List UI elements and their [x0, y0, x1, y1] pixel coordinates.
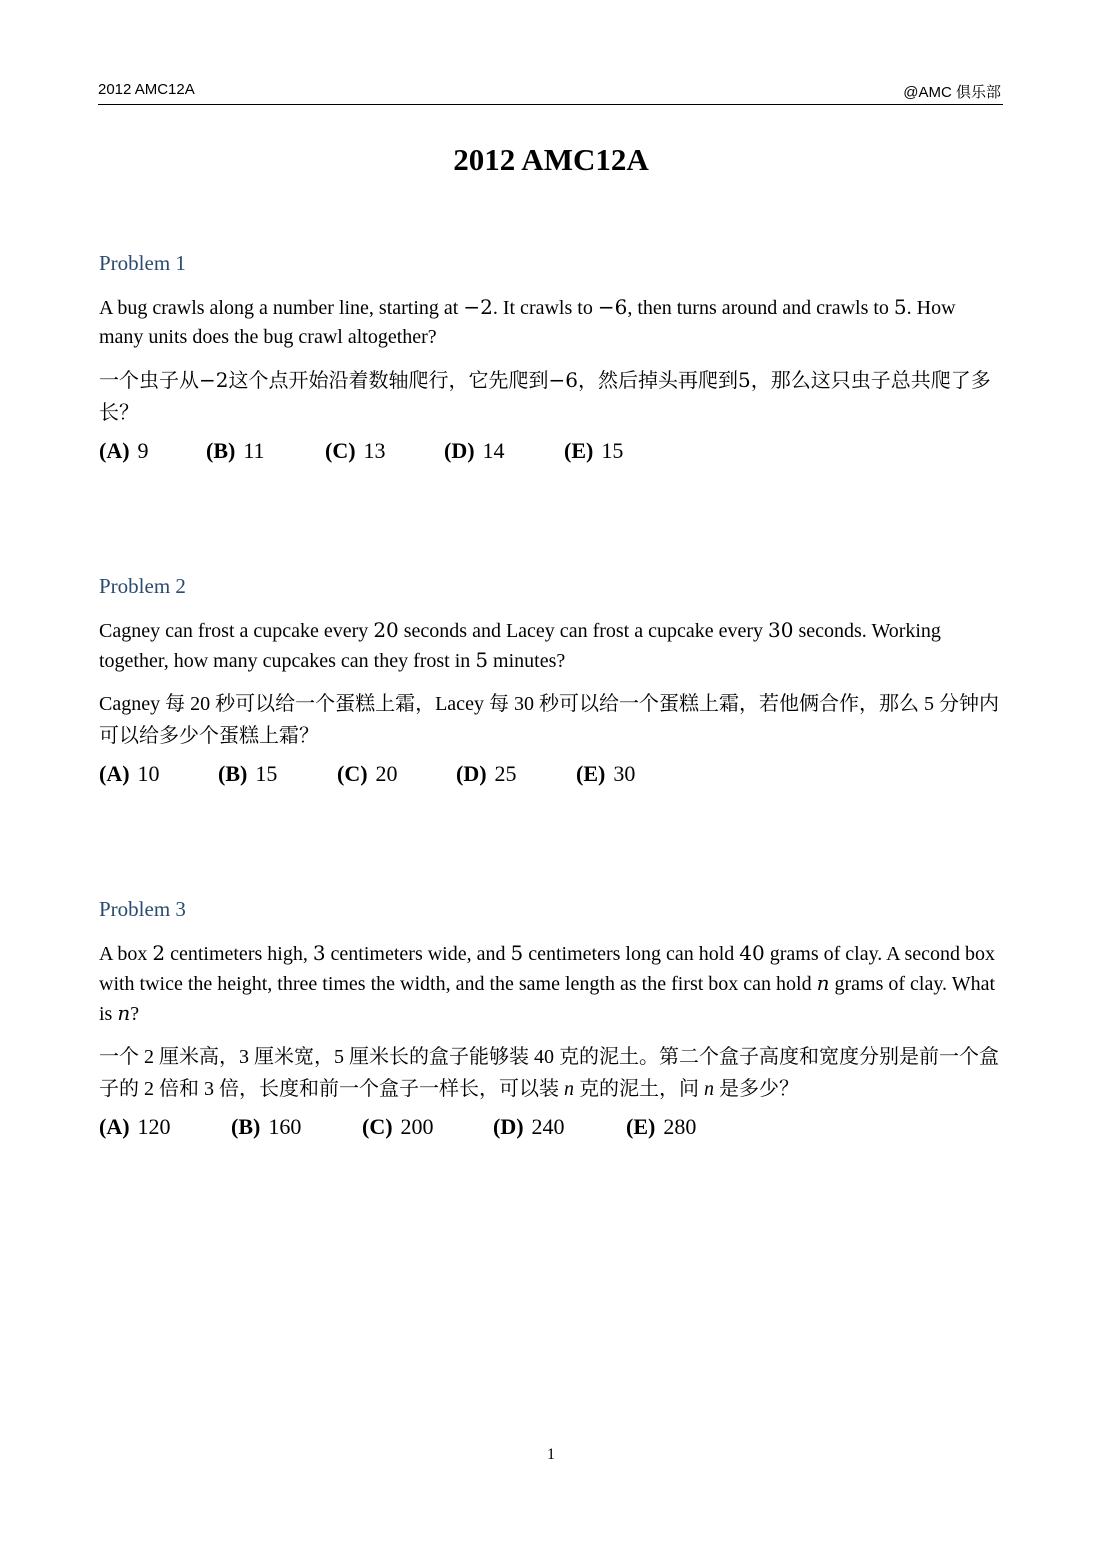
math-value: 2	[152, 941, 166, 965]
math-variable: n	[564, 1078, 574, 1100]
math-value: 5	[737, 368, 751, 392]
choice-e: (E) 30	[576, 761, 636, 786]
choice-e: (E) 280	[626, 1114, 697, 1139]
problem-statement-zh: Cagney 每 20 秒可以给一个蛋糕上霜，Lacey 每 30 秒可以给一个蛋糕上霜，若他俩合作，那么 5 分钟内可以给多少个蛋糕上霜？	[99, 693, 999, 747]
answer-choices	[99, 435, 1004, 467]
choice-a: (A) 10	[99, 761, 160, 786]
page-number: 1	[547, 1446, 555, 1463]
choice-c: (C) 20	[337, 761, 398, 786]
problem-1	[99, 251, 1004, 467]
choice-c: (C) 200	[362, 1114, 434, 1139]
math-value: 5	[893, 295, 907, 319]
problem-heading: Problem 2	[99, 574, 186, 598]
choice-e: (E) 15	[564, 438, 624, 463]
choice-a: (A) 120	[99, 1114, 171, 1139]
answer-choices	[99, 758, 1004, 790]
answer-choices	[99, 1111, 1004, 1143]
choice-d: (D) 14	[444, 438, 505, 463]
math-value: −6	[548, 368, 578, 392]
problem-2	[99, 574, 1004, 790]
problem-statement-en: A bug crawls along a number line, starting at −2. It crawls to −6, then turns around and crawls to 5. How many units does the bug crawl altogether?	[99, 295, 956, 348]
choice-b: (B) 160	[231, 1114, 302, 1139]
problem-statement-zh: 一个 2 厘米高，3 厘米宽，5 厘米长的盒子能够装 40 克的泥土。第二个盒子高度和宽度分别是前一个盒子的 2 倍和 3 倍，长度和前一个盒子一样长，可以装 n 克的泥土，问 n 是多少？	[99, 1046, 999, 1100]
problem-heading: Problem 3	[99, 897, 186, 921]
math-value: −2	[199, 368, 229, 392]
choice-c: (C) 13	[325, 438, 386, 463]
math-value: −6	[597, 295, 628, 319]
math-value: 5	[475, 648, 489, 672]
math-value: 40	[739, 941, 765, 965]
math-value: 20	[373, 618, 399, 642]
running-header	[98, 80, 1003, 105]
choice-a: (A) 9	[99, 438, 149, 463]
math-value: 5	[510, 941, 524, 965]
choice-b: (B) 11	[206, 438, 265, 463]
choice-d: (D) 240	[493, 1114, 565, 1139]
math-value: 3	[312, 941, 326, 965]
document-title: 2012 AMC12A	[453, 142, 649, 177]
math-variable: n	[704, 1078, 714, 1100]
problem-heading: Problem 1	[99, 251, 186, 275]
math-variable: n	[117, 1001, 131, 1025]
choice-d: (D) 25	[456, 761, 517, 786]
choice-b: (B) 15	[218, 761, 278, 786]
problem-statement-en: A box 2 centimeters high, 3 centimeters wide, and 5 centimeters long can hold 40 grams of clay. A second box with twice the height, three times the width, and the same length as the first box can hold n grams of clay. What is n?	[99, 941, 996, 1025]
math-value: −2	[463, 295, 493, 319]
problem-statement-en: Cagney can frost a cupcake every 20 seconds and Lacey can frost a cupcake every 30 seconds. Working together, how many cupcakes can they frost in 5 minutes?	[99, 618, 941, 672]
math-variable: n	[816, 971, 830, 995]
problem-3	[99, 897, 1004, 1143]
problem-statement-zh: 一个虫子从−2这个点开始沿着数轴爬行，它先爬到−6，然后掉头再爬到5，那么这只虫子总共爬了多长？	[99, 368, 991, 424]
math-value: 30	[768, 618, 794, 642]
header-left-text: 2012 AMC12A	[98, 81, 195, 98]
header-right-text: @AMC 俱乐部	[903, 84, 1001, 101]
